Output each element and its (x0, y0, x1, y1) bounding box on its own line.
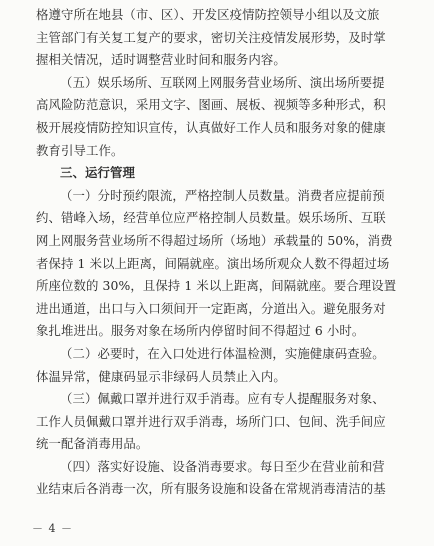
text-line: 格遵守所在地县（市、区）、开发区疫情防控领导小组以及文旅 (36, 7, 380, 22)
text-line: 极开展疫情防控知识宣传，认真做好工作人员和服务对象的健康 (36, 119, 386, 135)
paragraph-first-line: （一）分时预约限流，严格控制人员数量。消费者应提前预 (60, 187, 385, 203)
text-line: 者保持 1 米以上距离，间隔就座。演出场所观众人数不得超过场 (36, 255, 390, 271)
text-line: 约、错峰入场，经营单位应严格控制人员数量。娱乐场所、互联 (36, 210, 386, 226)
text-line: 高风险防范意识，采用文字、图画、展板、视频等多种形式，积 (36, 97, 386, 113)
section-heading: 三、运行管理 (60, 165, 135, 181)
page-number: － 4 － (32, 522, 73, 535)
text-line: 业结束后各消毒一次，所有服务设施和设备在常规消毒清洁的基 (36, 481, 386, 497)
document-body (36, 4, 404, 501)
text-line: 体温异常，健康码显示非绿码人员禁止入内。 (36, 368, 286, 384)
paragraph-first-line: （五）娱乐场所、互联网上网服务营业场所、演出场所要提 (60, 74, 385, 90)
paragraph-first-line: （二）必要时，在入口处进行体温检测，实施健康码查验。 (60, 345, 385, 361)
paragraph-first-line: （四）落实好设施、设备消毒要求。每日至少在营业前和营 (60, 458, 385, 474)
paragraph-first-line: （三）佩戴口罩并进行双手消毒。应有专人提醒服务对象、 (60, 391, 385, 407)
text-line: 所座位数的 30%，且保持 1 米以上距离，间隔就座。要合理设置 (36, 278, 397, 294)
text-line: 网上网服务营业场所不得超过场所（场地）承载量的 50%，消费 (36, 232, 393, 248)
text-line: 主管部门有关复工复产的要求，密切关注疫情发展形势，及时掌 (36, 29, 386, 45)
text-line: 统一配备消毒用品。 (36, 436, 149, 452)
text-line: 象扎堆进出。服务对象在场所内停留时间不得超过 6 小时。 (36, 323, 365, 339)
text-line: 工作人员佩戴口罩并进行双手消毒，场所门口、包间、洗手间应 (36, 413, 386, 429)
text-line: 握相关情况，适时调整营业时间和服务内容。 (36, 52, 286, 68)
text-line: 进出通道，出口与入口须间开一定距离，分道出入。避免服务对 (36, 300, 386, 316)
text-line: 教育引导工作。 (36, 142, 124, 158)
